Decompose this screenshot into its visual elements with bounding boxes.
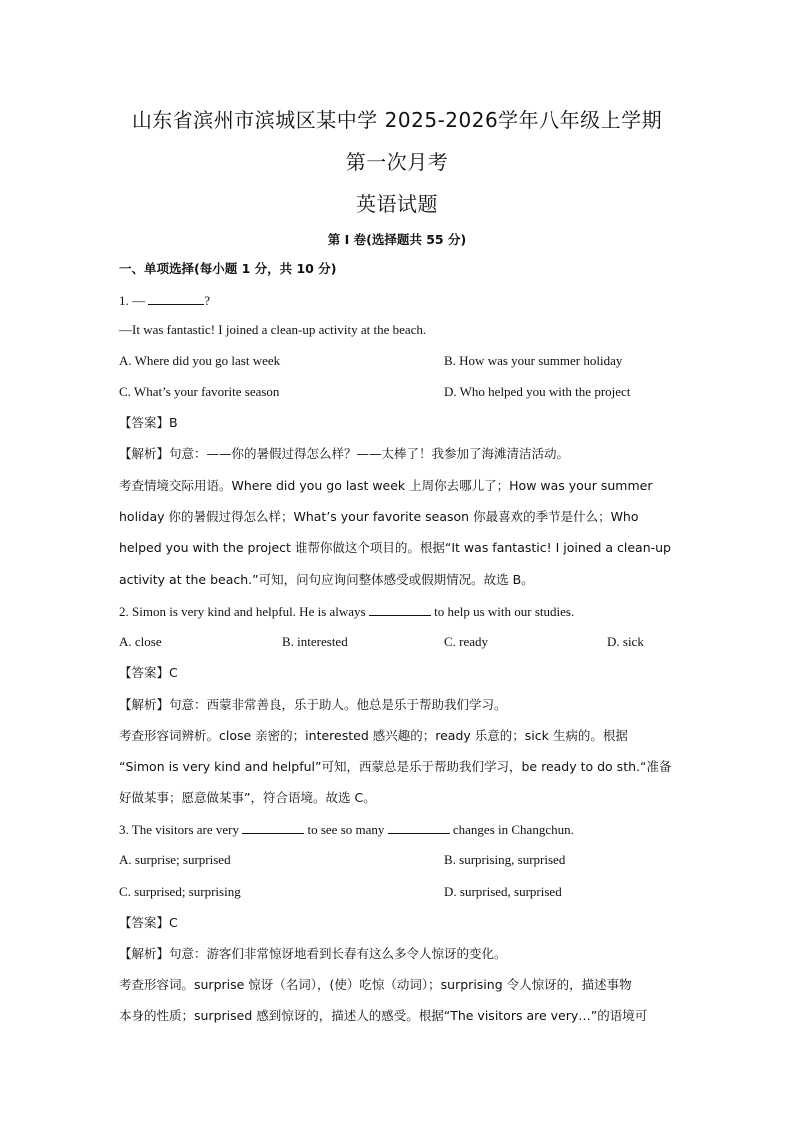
question-2-option-a: A. close <box>119 634 162 649</box>
question-2-stem <box>119 603 574 620</box>
question-1-stem <box>119 292 210 309</box>
answer-blank <box>369 603 431 616</box>
question-1-option-c: C. What’s your favorite season <box>119 384 280 399</box>
question-1-suffix: ? <box>204 293 211 308</box>
question-3-answer: 【答案】C <box>119 915 178 930</box>
question-3-option-c: C. surprised; surprising <box>119 884 241 899</box>
question-3-option-a: A. surprise; surprised <box>119 852 231 867</box>
question-3-suffix: changes in Changchun. <box>452 822 574 837</box>
answer-blank <box>388 821 450 834</box>
question-2-analysis-3: “Simon is very kind and helpful”可知，西蒙总是乐于帮助我们学习，be ready to do sth.“准备 <box>119 759 672 774</box>
question-1-analysis-4: helped you with the project 谁帮你做这个项目的。根据“It was fantastic! I joined a clean-up <box>119 540 671 555</box>
question-3-option-d: D. surprised, surprised <box>444 884 562 899</box>
question-1-option-a: A. Where did you go last week <box>119 353 281 368</box>
question-1-analysis-1: 【解析】句意：——你的暑假过得怎么样？——太棒了！我参加了海滩清洁活动。 <box>119 446 570 461</box>
question-1-option-d: D. Who helped you with the project <box>444 384 631 399</box>
question-1-analysis-3: holiday 你的暑假过得怎么样；What’s your favorite season 你最喜欢的季节是什么；Who <box>119 509 639 524</box>
question-3-middle: to see so many <box>307 822 385 837</box>
part-title: 一、单项选择(每小题 1 分，共 10 分) <box>119 261 337 276</box>
question-1-option-b: B. How was your summer holiday <box>444 353 623 368</box>
question-3-analysis-3: 本身的性质；surprised 感到惊讶的，描述人的感受。根据“The visitors are very…”的语境可 <box>119 1008 648 1023</box>
question-2-analysis-4: 好做某事；愿意做某事”，符合语境。故选 C。 <box>119 790 376 805</box>
question-1-answer: 【答案】B <box>119 415 178 430</box>
question-3-stem <box>119 821 574 838</box>
question-3-option-b: B. surprising, surprised <box>444 852 566 867</box>
answer-blank <box>242 821 304 834</box>
question-2-suffix: to help us with our studies. <box>434 604 575 619</box>
exam-title-line1: 山东省滨州市滨城区某中学 2025-2026学年八年级上学期 <box>131 108 663 132</box>
question-2-prefix: 2. Simon is very kind and helpful. He is always <box>119 604 366 619</box>
question-1-analysis-2: 考查情境交际用语。Where did you go last week 上周你去哪儿了；How was your summer <box>119 478 653 493</box>
question-1-analysis-5: activity at the beach.”可知，问句应询问整体感受或假期情况。故选 B。 <box>119 572 534 587</box>
question-1-prefix: 1. — <box>119 293 145 308</box>
question-2-option-d: D. sick <box>607 634 644 649</box>
question-2-option-c: C. ready <box>444 634 489 649</box>
question-1-line2: —It was fantastic! I joined a clean-up activity at the beach. <box>119 322 427 337</box>
question-2-option-b: B. interested <box>282 634 348 649</box>
question-3-prefix: 3. The visitors are very <box>119 822 239 837</box>
question-3-analysis-1: 【解析】句意：游客们非常惊讶地看到长春有这么多令人惊讶的变化。 <box>119 946 507 961</box>
answer-blank <box>148 292 204 305</box>
question-2-analysis-2: 考查形容词辨析。close 亲密的；interested 感兴趣的；ready 乐意的；sick 生病的。根据 <box>119 728 628 743</box>
question-3-analysis-2: 考查形容词。surprise 惊讶（名词），(使）吃惊（动词）；surprising 令人惊讶的，描述事物 <box>119 977 632 992</box>
question-2-analysis-1: 【解析】句意：西蒙非常善良，乐于助人。他总是乐于帮助我们学习。 <box>119 697 507 712</box>
exam-title-line2: 第一次月考 <box>345 150 449 174</box>
exam-title-line3: 英语试题 <box>356 192 438 216</box>
section-title: 第 I 卷(选择题共 55 分) <box>327 232 467 247</box>
question-2-answer: 【答案】C <box>119 665 178 680</box>
